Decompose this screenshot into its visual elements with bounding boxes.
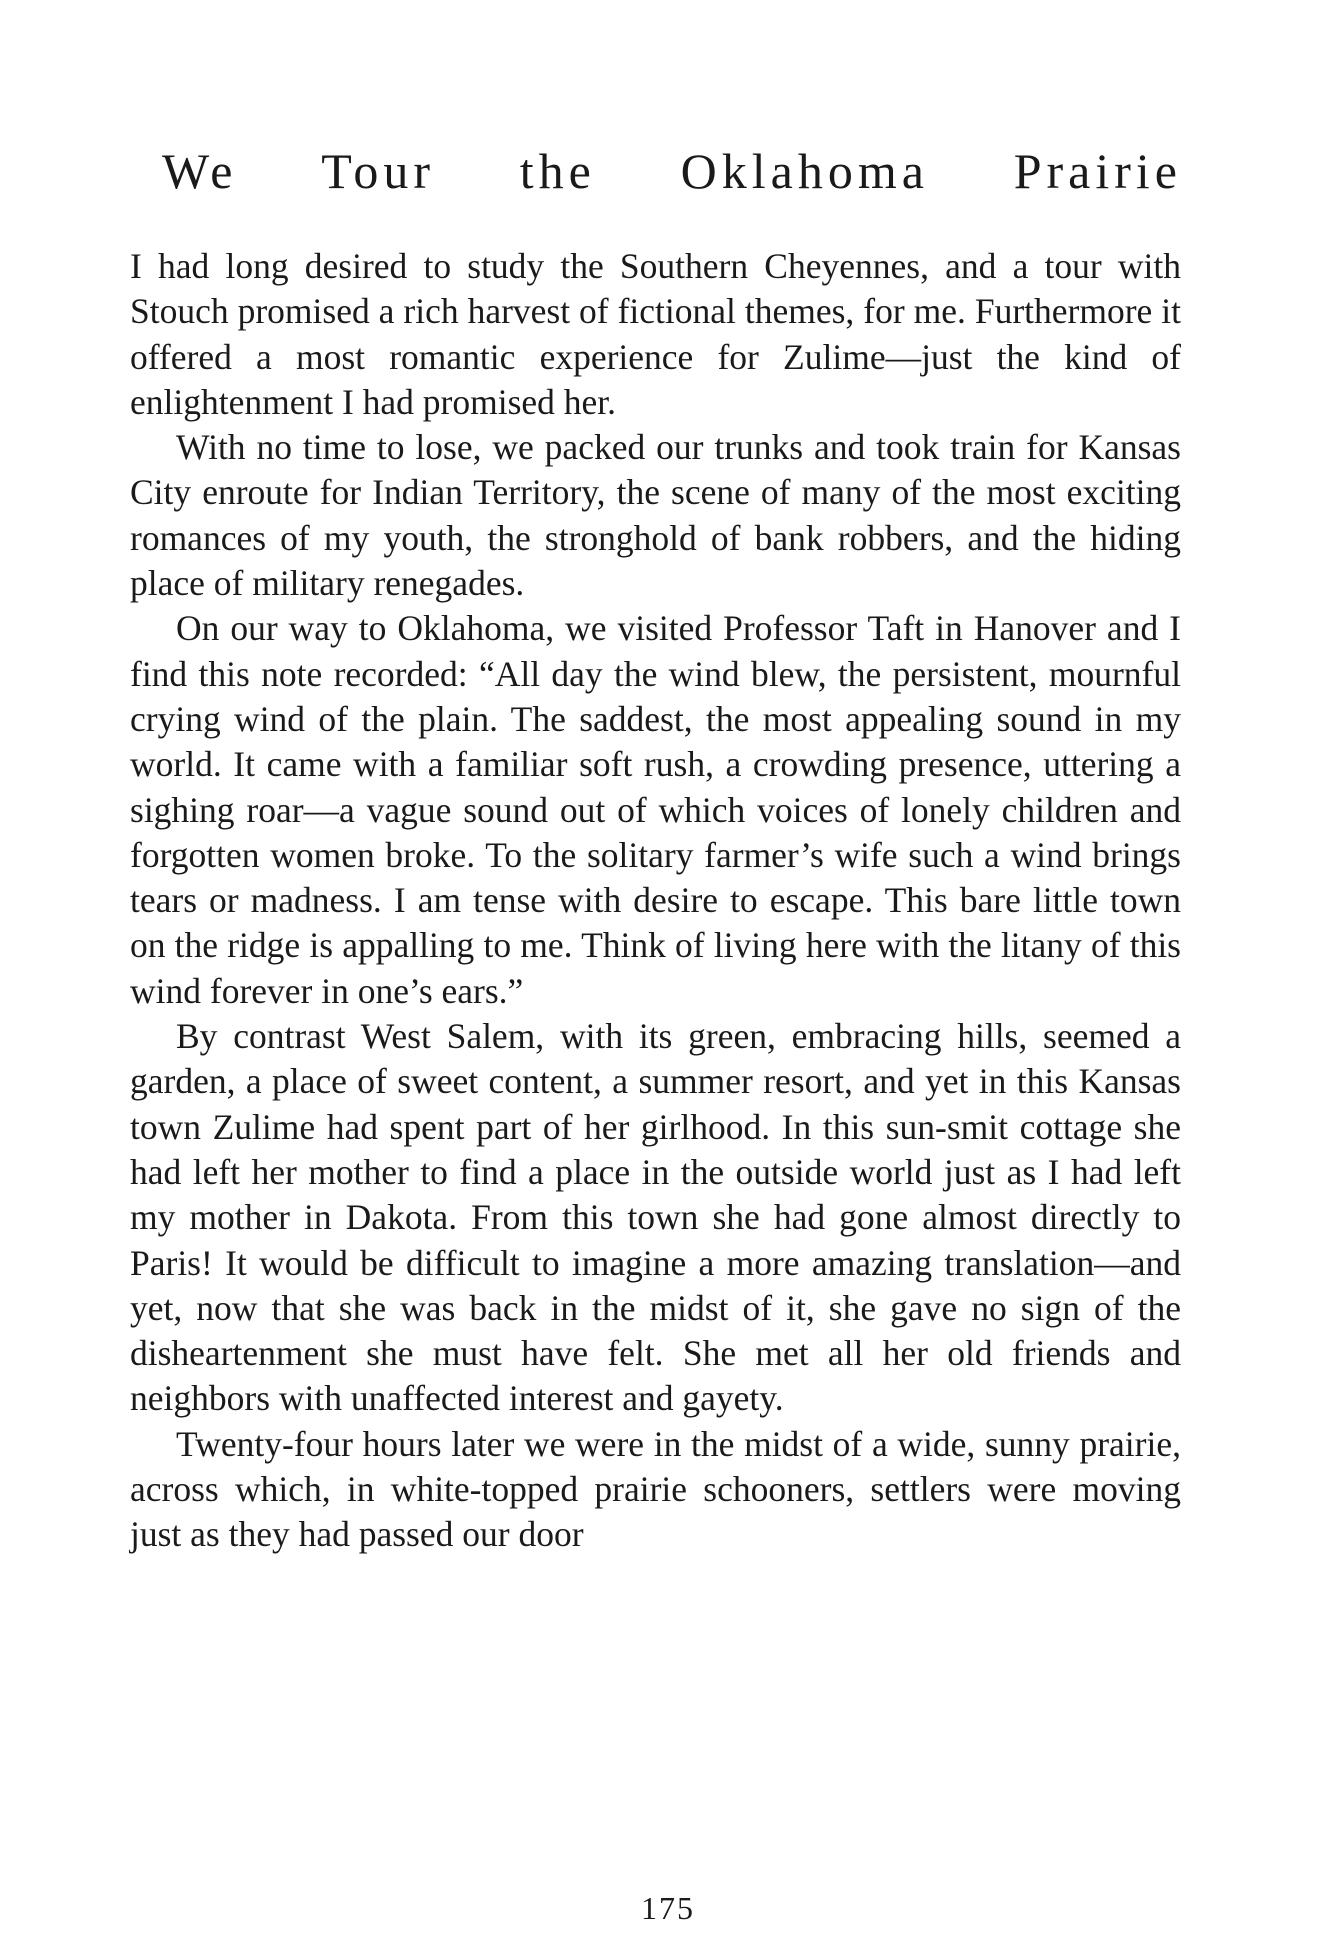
running-head: We Tour the Oklahoma Prairie [162, 143, 1182, 199]
body-text [130, 244, 1181, 1558]
paragraph: I had long desired to study the Southern Cheyennes, and a tour with Stouch promised a rich harvest of fictional themes, for me. Furthermore it offered a most romantic experience for Zulime—just the kind of enlightenment I had promised her. [130, 246, 1181, 422]
paragraph: With no time to lose, we packed our trunks and took train for Kansas City enroute for Indian Territory, the scene of many of the most exciting romances of my youth, the stronghold of bank robbers, and the hiding place of military renegades. [130, 427, 1181, 604]
paragraph: Twenty-four hours later we were in the midst of a wide, sunny prairie, across which, in white-topped prairie schooners, settlers were moving just as they had passed our door [130, 1423, 1181, 1555]
paragraph: By contrast West Salem, with its green, embracing hills, seemed a garden, a place of sweet content, a summer resort, and yet in this Kansas town Zulime had spent part of her girlhood. In this sun-smit cottage she had left her mother to find a place in the outside world just as I had left my mother in Dakota. From this town she had gone almost directly to Paris! It would be difficult to imagine a more amazing translation—and yet, now that she was back in the midst of it, she gave no sign of the disheartenment she must have felt. She met all her old friends and neighbors with unaffected interest and gayety. [130, 1016, 1181, 1419]
page-number: 175 [641, 1890, 695, 1926]
paragraph: On our way to Oklahoma, we visited Professor Taft in Hanover and I find this note recorded: “All day the wind blew, the persistent, mournful crying wind of the plain. The saddest, the most appealing sound in my world. It came with a familiar soft rush, a crowding presence, uttering a sighing roar—a vague sound out of which voices of lonely children and forgotten women broke. To the solitary farmer’s wife such a wind brings tears or madness. I am tense with desire to escape. This bare little town on the ridge is appalling to me. Think of living here with the litany of this wind forever in one’s ears.” [130, 608, 1181, 1011]
